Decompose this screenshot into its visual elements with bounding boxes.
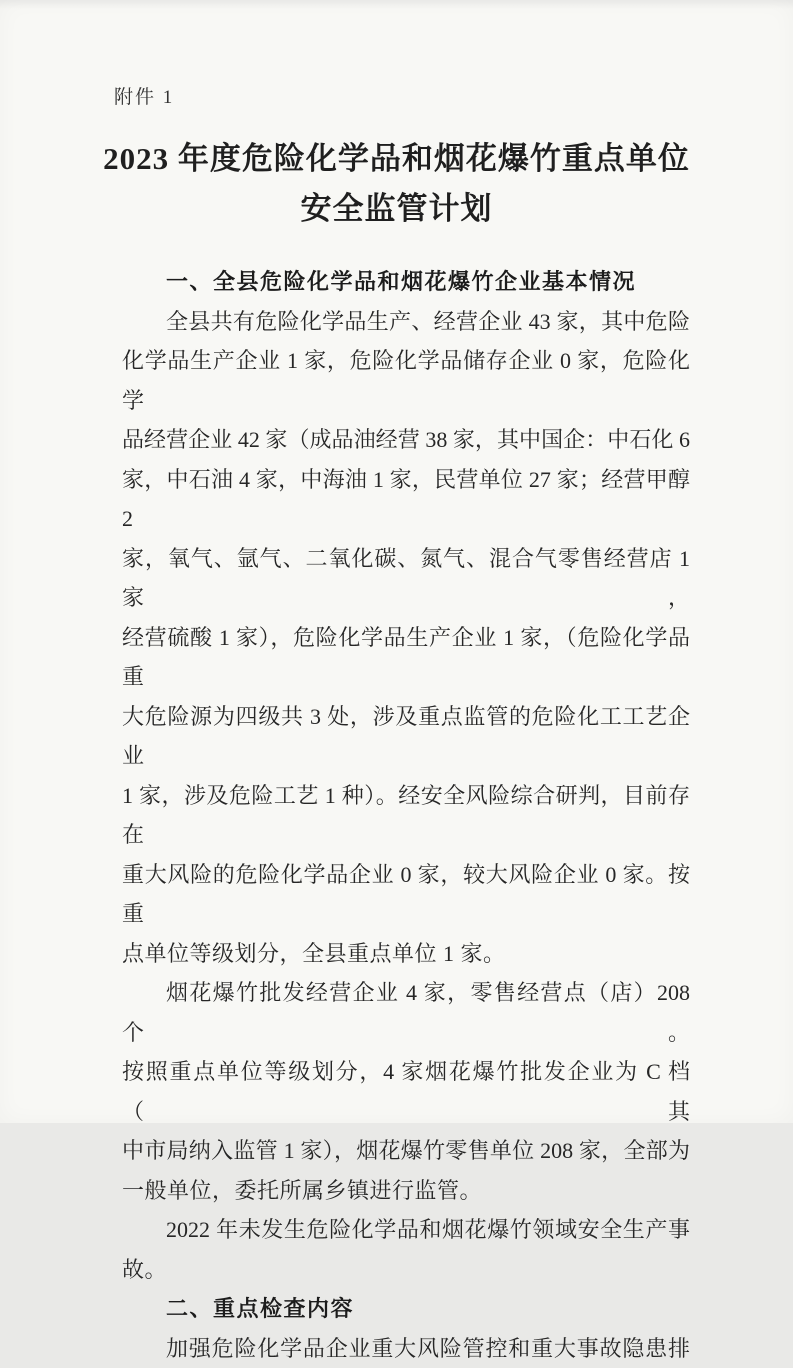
para1-line-8: 1 家，涉及危险工艺 1 种）。经安全风险综合研判，目前存在: [122, 776, 690, 855]
para2-line-3: 中市局纳入监管 1 家），烟花爆竹零售单位 208 家，全部为: [122, 1131, 690, 1171]
section-heading-2: 二、重点检查内容: [122, 1289, 690, 1329]
para2-line-1: 烟花爆竹批发经营企业 4 家，零售经营点（店）208 个。: [122, 973, 690, 1052]
para2-line-4: 一般单位，委托所属乡镇进行监管。: [122, 1171, 690, 1211]
document-title-line-1: 2023 年度危险化学品和烟花爆竹重点单位: [0, 134, 793, 184]
para1-line-2: 化学品生产企业 1 家，危险化学品储存企业 0 家，危险化学: [122, 341, 690, 420]
para1-line-7: 大危险源为四级共 3 处，涉及重点监管的危险化工工艺企业: [122, 697, 690, 776]
attachment-label: 附件 1: [114, 86, 174, 110]
para1-line-9: 重大风险的危险化学品企业 0 家，较大风险企业 0 家。按重: [122, 855, 690, 934]
para1-line-6: 经营硫酸 1 家），危险化学品生产企业 1 家，（危险化学品重: [122, 618, 690, 697]
para3-line-2: 故。: [122, 1250, 690, 1290]
para1-line-10: 点单位等级划分，全县重点单位 1 家。: [122, 934, 690, 974]
document-body: [122, 262, 690, 1368]
para4-line-1: 加强危险化学品企业重大风险管控和重大事故隐患排: [122, 1329, 690, 1368]
para2-line-2: 按照重点单位等级划分，4 家烟花爆竹批发企业为 C 档（其: [122, 1052, 690, 1131]
para1-line-3: 品经营企业 42 家（成品油经营 38 家，其中国企：中石化 6: [122, 420, 690, 460]
para3-line-1: 2022 年未发生危险化学品和烟花爆竹领域安全生产事: [122, 1210, 690, 1250]
document-title-line-2: 安全监管计划: [0, 184, 793, 234]
para1-line-5: 家，氧气、氩气、二氧化碳、氮气、混合气零售经营店 1 家，: [122, 539, 690, 618]
para1-line-1: 全县共有危险化学品生产、经营企业 43 家，其中危险: [122, 302, 690, 342]
document-title: [0, 134, 793, 234]
para1-line-4: 家，中石油 4 家，中海油 1 家，民营单位 27 家；经营甲醇 2: [122, 460, 690, 539]
section-heading-1: 一、全县危险化学品和烟花爆竹企业基本情况: [122, 262, 690, 302]
